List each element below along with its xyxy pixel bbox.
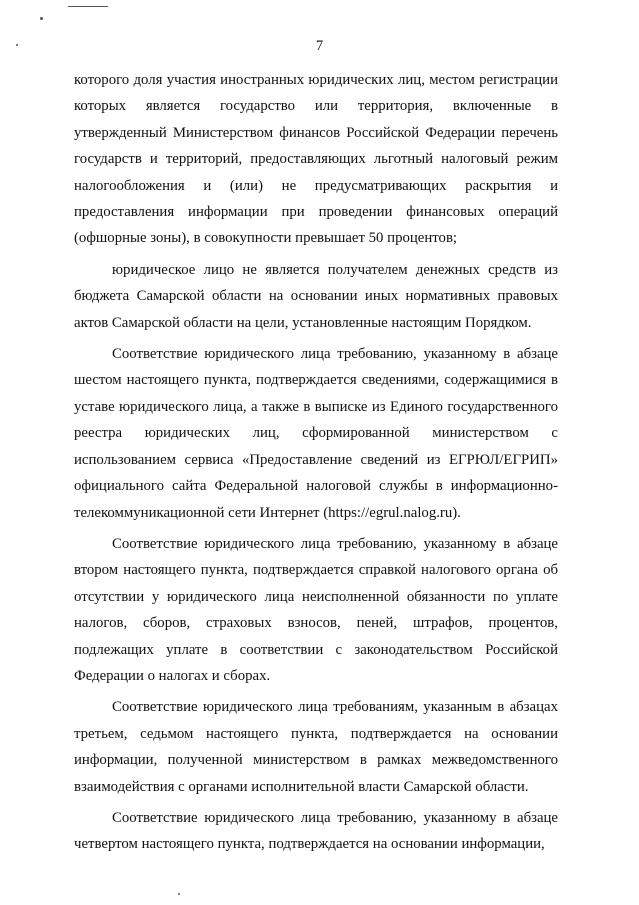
scan-artifact-dot [178,893,180,895]
scan-artifact-line [68,6,108,7]
paragraph: Соответствие юридического лица требованиям, указанным в абзацах третьем, седьмом настоящего пункта, подтверждается на основании информации, полученной министерством в рамках межведомственного взаимодействия с органами исполнительной власти Самарской области. [74,699,558,795]
paragraph-continuation: которого доля участия иностранных юридических лиц, местом регистрации которых является государство или территория, включенные в утвержденный Министерством финансов Российской Федерации перечень государств и территорий, предоставляющих льготный налоговый режим налогообложения и (или) не предусматривающих раскрытия и предоставления информации при проведении финансовых операций (офшорные зоны), в совокупности превышает 50 процентов; [74,72,558,247]
paragraph: Соответствие юридического лица требованию, указанному в абзаце шестом настоящего пункта, подтверждается сведениями, содержащимися в уставе юридического лица, а также в выписке из Единого государственного реестра юридических лиц, сформированной министерством с использованием сервиса «Предоставление сведений из ЕГРЮЛ/ЕГРИП» официального сайта Федеральной налоговой службы в информационно-телекоммуникационной сети Интернет (https://egrul.nalog.ru). [74,346,558,521]
page-number: 7 [315,38,324,54]
scan-artifact-dot [40,17,43,20]
body-text [74,67,558,858]
paragraph: юридическое лицо не является получателем денежных средств из бюджета Самарской области на основании иных нормативных правовых актов Самарской области на цели, установленные настоящим Порядком. [74,261,558,331]
paragraph: Соответствие юридического лица требованию, указанному в абзаце четвертом настоящего пункта, подтверждается на основании информации, [74,809,558,853]
paragraph: Соответствие юридического лица требованию, указанному в абзаце втором настоящего пункта, подтверждается справкой налогового органа об отсутствии у юридического лица неисполненной обязанности по уплате налогов, сборов, страховых взносов, пеней, штрафов, процентов, подлежащих уплате в соответствии с законодательством Российской Федерации о налогах и сборах. [74,535,558,684]
